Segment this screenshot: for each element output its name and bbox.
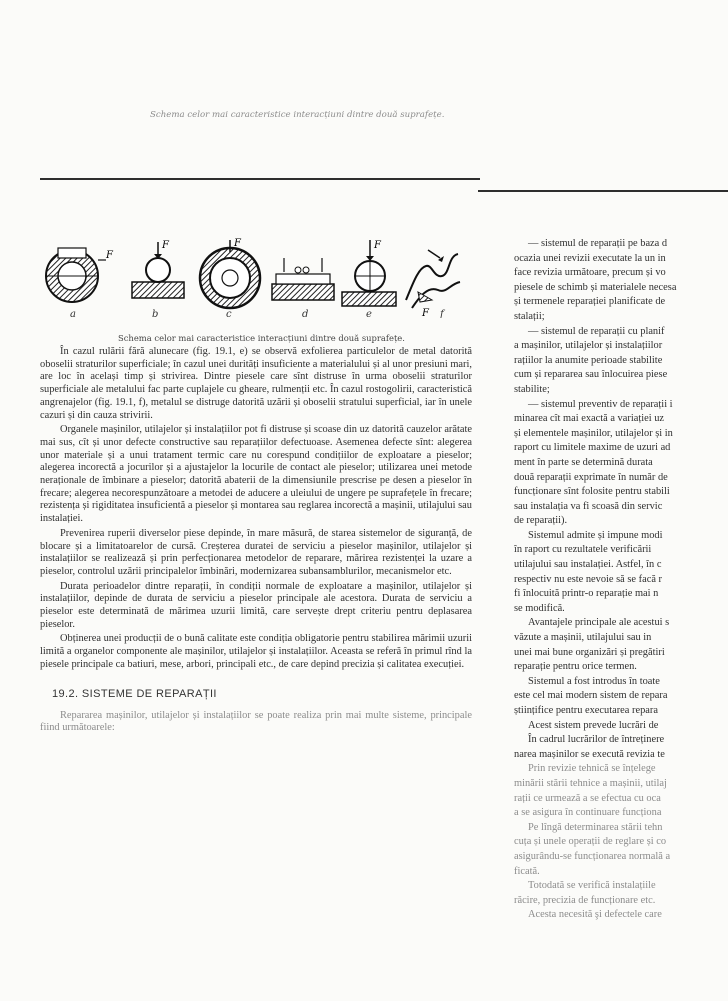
force-label-e: F [374,240,381,251]
right-column-line: Avantajele principale ale acestui s [528,617,670,629]
right-column-line: ocazia unei revizii executate la un in [514,252,666,264]
right-column-line: științifice pentru executarea repara [514,705,658,716]
figure-part-a [46,248,114,302]
section-heading: 19.2. SISTEME DE REPARAȚII [52,687,217,700]
section-divider [40,178,480,180]
right-column-line: Totodată se verifică instalațiile [528,880,656,892]
right-column-line: ficată. [514,865,540,877]
figure-part-b [132,240,184,298]
right-column-line: unei mai bune organizări și pregătiri [514,646,665,658]
right-column-line: este cel mai modern sistem de repara [514,690,668,702]
right-column-line: ment în parte se determină durata [514,456,653,468]
force-label-b: F [162,240,169,251]
right-column-line: utilajului sau instalației. Astfel, în c [514,559,662,571]
right-column-line: — sistemul preventiv de reparații i [528,398,673,410]
left-column [40,346,472,737]
paragraph-quality: Obținerea unei producții de o bună calitate este condiția obligatorie pentru stabilirea mărimii uzurii limită a organelor componente ale mașinilor, utilajelor și instalațiilor. Aceasta se referă în primul rînd la piesele principale ca batiuri, mese, arbori, principali etc., de care depind precizia și calitatea execuției. [40,633,472,670]
right-column-line: stalații; [514,310,545,322]
right-column-line: Acest sistem prevede lucrări de [528,719,659,731]
right-column-line: sau instalația va fi scoasă din servic [514,500,663,512]
right-column-line: două reparații exprimate în număr de [514,471,668,483]
figure-part-f [406,250,460,318]
force-label-a: F [106,250,113,261]
right-column-line: asigurându-se funcționarea normală a [514,850,671,862]
right-column-line: cuța și unele operații de reglare și co [514,836,667,848]
figure-19-1 [40,238,480,318]
right-column-line: Pe lîngă determinarea stării tehn [528,821,663,833]
right-column-line: Acesta necesită şi defectele care [528,909,662,921]
right-column-line: Prin revizie tehnică se înțelege [528,763,656,775]
right-column-line: Sistemul a fost introdus în toate [528,675,660,687]
right-column [514,238,728,924]
figure-drawing [40,238,480,318]
paragraph-prevention: Prevenirea ruperii diverselor piese depinde, în mare măsură, de starea sistemelor de siguranță, de blocare și a limitatoarelor de cursă. Creșterea duratei de serviciu a pieselor mașinilor, utilajelor și instalațiilor se realizează și prin perfecționarea metodelor de reparare, mărirea rezistenței la uzare a pieselor, controlul uzării principalelor îmbinări, modernizarea subansamblurilor, mecanismelor etc. [40,527,472,577]
right-column-line: a mașinilor, utilajelor și instalațiilor [514,340,663,352]
paragraph-repair-systems: Repararea mașinilor, utilajelor și instalațiilor se poate realiza prin mai multe sisteme, principale fiind următoarele: [40,709,472,734]
right-column-line: — sistemul de reparații cu planif [528,325,665,337]
right-column-line: face revizia următoare, precum și vo [514,267,666,279]
right-column-line: Sistemul admite și impune modi [528,529,663,541]
right-column-line: a se asigura în continuare funcționa [514,807,662,819]
right-column-line: rațiilor la anumite perioade stabilite [514,354,663,366]
right-column-line: stabilite; [514,383,550,395]
right-column-line: reparație pentru orice termen. [514,661,637,673]
right-column-line: răcire, precizia de funcționare etc. [514,894,656,906]
right-column-line: cum și repararea sau înlocuirea piese [514,369,668,381]
right-column-line: rații ce urmează a se efectua cu oca [514,792,661,804]
right-column-line: respectiv nu este nevoie să se facă r [514,573,662,585]
figure-letter-c: c [226,309,232,318]
right-column-line: În cadrul lucrărilor de întreținere [528,734,665,746]
right-column-line: minarea cît mai exactă a variației uz [514,413,664,425]
paragraph-rolling: În cazul rulării fără alunecare (fig. 19.1, e) se observă exfolierea particulelor de metal datorită oboselii straturilor superficiale; în cazul unei durități insuficiente a materialului și al unor presiuni mari, are loc în același timp și strivirea. Dintre piesele care sînt distruse în urma oboselii straturilor superficiale ale metalului fac parte cuplajele cu gheare, rulmenții etc. În cazul rostogolirii, caracteristică angrenajelor (fig. 19.1, f), metalul se distruge datorită uzării și oboselii stratului superficial, iar în unele cazuri și din cauza strivirii. [40,346,472,421]
figure-part-d [272,258,334,300]
right-column-line: de reparații). [514,515,568,527]
right-column-line: — sistemul de reparații pe baza d [528,238,668,249]
section-divider-right [478,190,728,192]
right-column-line: văzute a mașinii, utilajului sau in [514,632,652,644]
figure-letter-a: a [70,309,76,318]
figure-part-c [200,238,260,308]
right-column-line: raport cu limitele maxime de uzuri ad [514,442,671,454]
right-column-line: în raport cu rezultatele verificării [514,544,652,556]
figure-letter-d: d [302,309,309,318]
right-column-line: și elementele mașinilor, utilajelor și in [514,427,673,439]
right-column-line: narea mașinilor se execută revizia te [514,748,665,760]
figure-letter-b: b [152,309,159,318]
figure-caption: Schema celor mai caracteristice interacțiuni dintre două suprafețe. [118,333,405,343]
paragraph-organs: Organele mașinilor, utilajelor și instalațiilor pot fi distruse și scoase din uz datorită cauzelor arătate mai sus, cît și unor defecte constructive sau reparațiilor defectuoase. Asemenea defecte sînt: alegerea unor materiale și a unui tratament termic care nu corespund condițiilor de exploatare a pieselor; alegerea incorectă a jocurilor și a ajustajelor la locurile de contact ale pieselor; utilizarea unei metode neraționale de îmbinare a pieselor; datorită abaterii de la dimensiunile prescrise pe desen a pieselor în frecare; alegerea necorespunzătoare a metodei de aducere a uleiului de ungere pe suprafețele în frecare; rezistența și rigiditatea insuficientă a pieselor și montarea sau reglarea incorectă a mașinii, utilajului sau instalației. [40,424,472,525]
right-column-line: minării stării tehnice a mașinii, utilaj [514,777,667,789]
paragraph-duration: Durata perioadelor dintre reparații, în condiții normale de exploatare a mașinilor, utilajelor și instalațiilor, depinde de durata de serviciu a pieselor principale ale acestora. Durata de serviciu a pieselor este determinată de mărimea uzurii limită, care servește drept criteriu pentru deplasarea pieselor. [40,580,472,630]
figure-part-e [342,240,396,306]
right-column-line: fi înlocuită printr-o reparație mai n [514,588,659,600]
force-label-f: F [422,308,429,318]
figure-letter-f: f [440,309,444,318]
right-column-line: se modifică. [514,602,565,614]
right-column-line: piesele de schimb și materialele necesa [514,281,677,293]
force-label-c: F [234,238,241,249]
right-column-line: și termenele reparației planificate de [514,296,666,308]
figure-letter-e: e [366,309,372,318]
right-column-line: funcționare sînt folosite pentru stabili [514,486,670,498]
previous-figure-caption: Schema celor mai caracteristice interacțiuni dintre două suprafețe. [150,110,445,120]
